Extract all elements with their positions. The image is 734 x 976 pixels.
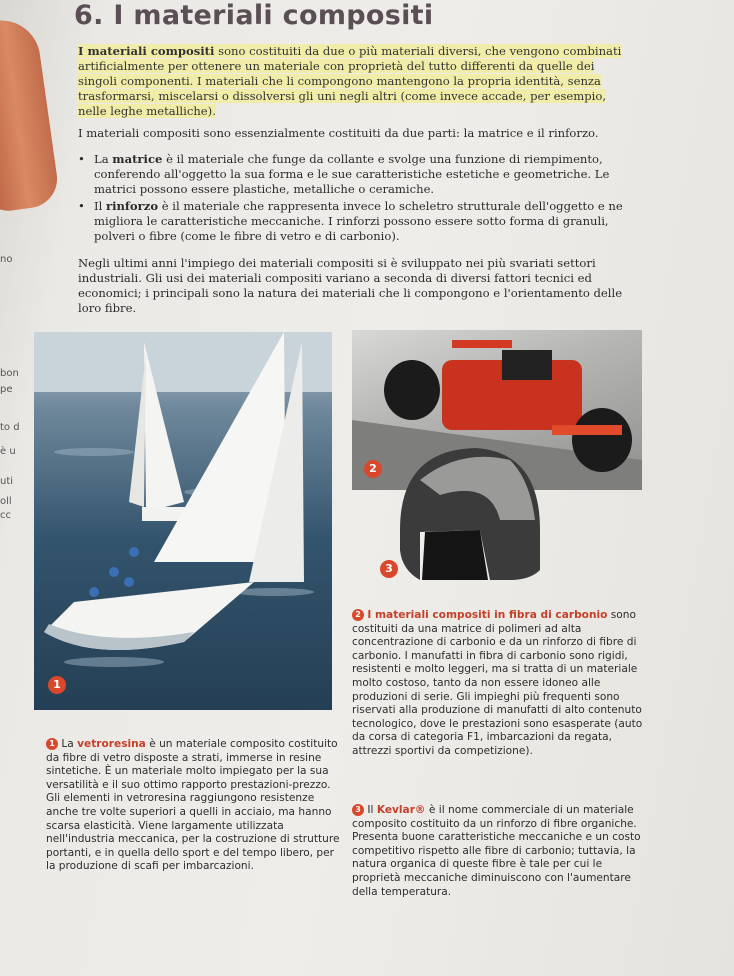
page-title: 6. I materiali compositi [74, 0, 434, 31]
caption-carbon-title: I materiali compositi in fibra di carbonio [367, 609, 608, 621]
intro-lead: I materiali compositi [78, 44, 215, 58]
sailboat-photo [34, 332, 332, 710]
margin-fragment: è u [0, 446, 16, 457]
caption-carbon-fiber: 2 I materiali compositi in fibra di carbonio sono costituiti da una matrice di polimeri ad alta concentrazione di carbonio e da un rinforzo di fibre di carbonio. I manufatti in fibra di carbonio sono rigidi, resistenti e molto leggeri, ma si tratta di un materiale molto costoso, tanto da non essere idoneo alle produzioni di serie. Gli impieghi più frequenti sono riservati alla produzione di manufatti di alto contenuto tecnologico, dove le prestazioni sono esasperate (auto da corsa di categoria F1, imbarcazioni da regata, attrezzi sportivi da competizione). [352, 609, 643, 757]
margin-fragment: uti [0, 476, 14, 487]
bullet-rinforzo: • Il rinforzo è il materiale che rappresenta invece lo scheletro strutturale dell'oggetto e ne migliora le caratteristiche meccaniche. I rinforzi possono essere sotto forma di granuli, polveri o fibre (come le fibre di vetro e di carbonio). [78, 199, 623, 243]
term-matrice: matrice [112, 152, 163, 166]
term-rinforzo: rinforzo [105, 199, 159, 213]
intro-text: sono costituiti da due o più materiali diversi, che vengono combinati artificialmente per ottenere un materiale con proprietà del tutto differenti da quelle dei singoli componenti. I materiali che li compongono mantengono la propria identità, senza trasformarsi, miscelarsi o dissolversi gli uni negli altri (come invece accade, per esempio, nelle leghe metalliche). [78, 44, 622, 118]
margin-fragment: oll [0, 496, 12, 507]
term-kevlar: Kevlar® [376, 804, 426, 816]
margin-fragment: no [0, 254, 13, 265]
helmet-illustration [380, 440, 550, 590]
caption-fiberglass: 1 La vetroresina è un materiale composito costituito da fibre di vetro disposte a strati, immerse in resine sintetiche. È un materiale molto impiegato per la sua versatilità e il suo ottimo rapporto prestazioni-prezzo. Gli elementi in vetroresina raggiungono resistenze anche tre volte superiori a quelli in acciaio, ma hanno scarsa elasticità. Viene largamente utilizzata nell'industria meccanica, per la costruzione di strutture portanti, e in quella dello sport e del tempo libero, per la produzione di scafi per imbarcazioni. [46, 738, 340, 873]
bullet-matrice: • La matrice è il materiale che funge da collante e svolge una funzione di riempimento, conferendo all'oggetto la sua forma e le sue caratteristiche estetiche e geometriche. Le matrici possono essere plastiche, metalliche o ceramiche. [78, 152, 610, 196]
term-vetroresina: vetroresina [77, 738, 146, 750]
intro-paragraph [78, 44, 634, 119]
figure-badge-2: 2 [364, 460, 382, 478]
paragraph-parts: I materiali compositi sono essenzialmente costituiti da due parti: la matrice e il rinforzo. [78, 126, 599, 140]
margin-fragment: pe [0, 384, 13, 395]
margin-fragment: bon [0, 368, 19, 379]
figure-badge-3: 3 [380, 560, 398, 578]
figure-badge-1: 1 [48, 676, 66, 694]
paragraph-uses: Negli ultimi anni l'impiego dei materiali compositi si è sviluppato nei più svariati settori industriali. Gli usi dei materiali compositi variano a seconda di diversi fattori tecnici ed economici; i principali sono la natura dei materiali che li compongono e l'orientamento delle loro fibre. [78, 256, 623, 315]
margin-fragment: cc [0, 510, 11, 521]
margin-fragment: to d [0, 422, 20, 433]
thumb [0, 15, 61, 214]
sailboat-illustration [34, 332, 332, 710]
helmet-photo [380, 440, 550, 590]
caption-kevlar: 3 Il Kevlar® è il nome commerciale di un materiale composito costituito da un rinforzo di fibre organiche. Presenta buone caratteristiche meccaniche e un costo competitivo rispetto alle fibre di carbonio; tuttavia, la natura organica di queste fibre è tale per cui le proprietà meccaniche diminuiscono con l'aumentare della temperatura. [352, 804, 641, 898]
